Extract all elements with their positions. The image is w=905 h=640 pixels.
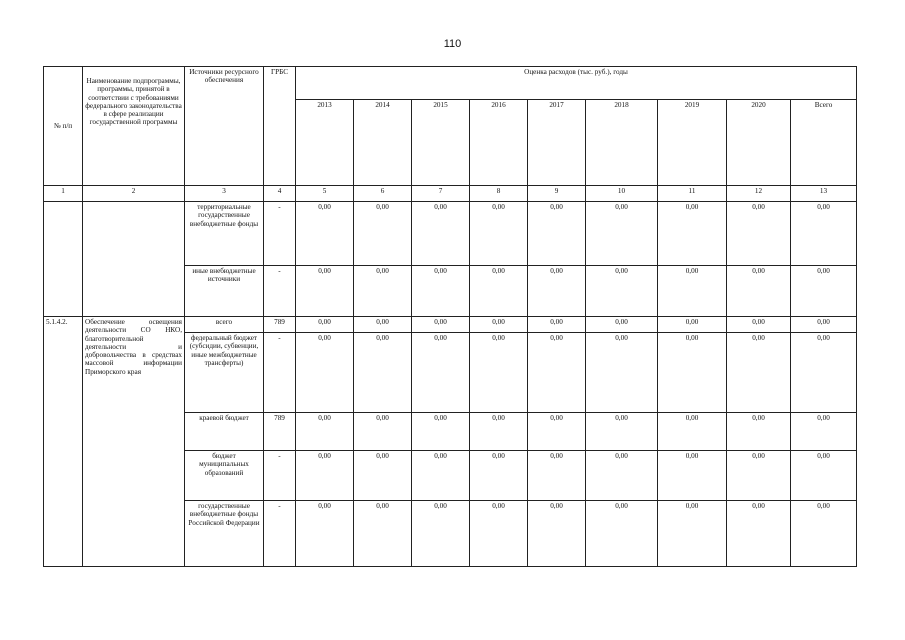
value-cell: 0,00 (791, 202, 857, 266)
header-year: 2014 (354, 100, 412, 186)
value-cell: 0,00 (296, 501, 354, 567)
value-cell: 0,00 (528, 266, 586, 317)
value-cell: 0,00 (791, 266, 857, 317)
header-year-total: Всего (791, 100, 857, 186)
value-cell: 0,00 (528, 501, 586, 567)
value-cell: 0,00 (727, 266, 791, 317)
column-index: 12 (727, 186, 791, 202)
grbs-cell: 789 (264, 317, 296, 333)
header-year: 2019 (658, 100, 727, 186)
value-cell: 0,00 (658, 317, 727, 333)
value-cell: 0,00 (412, 333, 470, 413)
budget-table (43, 66, 857, 567)
value-cell: 0,00 (658, 451, 727, 501)
value-cell: 0,00 (296, 317, 354, 333)
source-cell: федеральный бюджет (субсидии, субвенции, иные межбюджетные трансферты) (185, 333, 264, 413)
table-row (44, 317, 857, 333)
value-cell: 0,00 (528, 202, 586, 266)
value-cell: 0,00 (658, 413, 727, 451)
header-year: 2016 (470, 100, 528, 186)
value-cell: 0,00 (470, 266, 528, 317)
value-cell: 0,00 (727, 317, 791, 333)
grbs-cell: - (264, 333, 296, 413)
value-cell: 0,00 (528, 317, 586, 333)
value-cell: 0,00 (470, 317, 528, 333)
grbs-cell: 789 (264, 413, 296, 451)
source-cell: иные внебюджетные источники (185, 266, 264, 317)
column-index: 2 (83, 186, 185, 202)
value-cell: 0,00 (296, 333, 354, 413)
value-cell: 0,00 (412, 413, 470, 451)
value-cell: 0,00 (791, 413, 857, 451)
value-cell: 0,00 (658, 501, 727, 567)
value-cell: 0,00 (412, 202, 470, 266)
value-cell: 0,00 (296, 451, 354, 501)
value-cell: 0,00 (470, 202, 528, 266)
value-cell: 0,00 (354, 266, 412, 317)
value-cell: 0,00 (354, 202, 412, 266)
header-grbs: ГРБС (264, 67, 296, 186)
value-cell: 0,00 (791, 501, 857, 567)
value-cell: 0,00 (586, 317, 658, 333)
column-index: 6 (354, 186, 412, 202)
header-year: 2018 (586, 100, 658, 186)
value-cell: 0,00 (296, 413, 354, 451)
header-year: 2020 (727, 100, 791, 186)
value-cell: 0,00 (586, 333, 658, 413)
value-cell: 0,00 (586, 266, 658, 317)
value-cell: 0,00 (658, 266, 727, 317)
source-cell: краевой бюджет (185, 413, 264, 451)
value-cell: 0,00 (727, 413, 791, 451)
value-cell: 0,00 (791, 451, 857, 501)
value-cell: 0,00 (470, 451, 528, 501)
item-name: Обеспечение освещения деятельности СО НКО, благотворительной деятельности и добровольчества в средствах массовой информации Приморского края (83, 317, 185, 567)
table-row (44, 202, 857, 266)
column-index: 8 (470, 186, 528, 202)
value-cell: 0,00 (354, 333, 412, 413)
column-index: 7 (412, 186, 470, 202)
value-cell: 0,00 (470, 333, 528, 413)
value-cell: 0,00 (470, 413, 528, 451)
header-number: № п/п (44, 67, 83, 186)
grbs-cell: - (264, 501, 296, 567)
value-cell: 0,00 (296, 202, 354, 266)
value-cell: 0,00 (412, 451, 470, 501)
value-cell: 0,00 (470, 501, 528, 567)
row-name-empty (83, 202, 185, 317)
header-sources: Источники ресурсного обеспечения (185, 67, 264, 186)
header-expenses: Оценка расходов (тыс. руб.), годы (296, 67, 857, 100)
column-index: 11 (658, 186, 727, 202)
column-index-row (44, 186, 857, 202)
value-cell: 0,00 (658, 333, 727, 413)
column-index: 3 (185, 186, 264, 202)
value-cell: 0,00 (296, 266, 354, 317)
header-year: 2017 (528, 100, 586, 186)
value-cell: 0,00 (412, 266, 470, 317)
value-cell: 0,00 (528, 333, 586, 413)
page-number: 110 (443, 38, 462, 50)
row-number-empty (44, 202, 83, 317)
value-cell: 0,00 (727, 501, 791, 567)
value-cell: 0,00 (658, 202, 727, 266)
value-cell: 0,00 (727, 333, 791, 413)
value-cell: 0,00 (791, 317, 857, 333)
source-cell: всего (185, 317, 264, 333)
value-cell: 0,00 (586, 413, 658, 451)
value-cell: 0,00 (727, 451, 791, 501)
value-cell: 0,00 (586, 501, 658, 567)
value-cell: 0,00 (528, 413, 586, 451)
source-cell: бюджет муниципальных образований (185, 451, 264, 501)
column-index: 1 (44, 186, 83, 202)
header-name: Наименование подпрограммы, программы, принятой в соответствии с требованиями федерального законодательства в сфере реализации государственной программы (83, 67, 185, 186)
grbs-cell: - (264, 266, 296, 317)
value-cell: 0,00 (412, 501, 470, 567)
source-cell: территориальные государственные внебюджетные фонды (185, 202, 264, 266)
value-cell: 0,00 (354, 501, 412, 567)
value-cell: 0,00 (528, 451, 586, 501)
header-year: 2013 (296, 100, 354, 186)
source-cell: государственные внебюджетные фонды Российской Федерации (185, 501, 264, 567)
header-row-top (44, 67, 857, 100)
grbs-cell: - (264, 451, 296, 501)
item-number: 5.1.4.2. (44, 317, 83, 567)
column-index: 5 (296, 186, 354, 202)
column-index: 9 (528, 186, 586, 202)
header-year: 2015 (412, 100, 470, 186)
column-index: 10 (586, 186, 658, 202)
value-cell: 0,00 (354, 317, 412, 333)
value-cell: 0,00 (412, 317, 470, 333)
column-index: 13 (791, 186, 857, 202)
grbs-cell: - (264, 202, 296, 266)
value-cell: 0,00 (727, 202, 791, 266)
value-cell: 0,00 (586, 451, 658, 501)
value-cell: 0,00 (586, 202, 658, 266)
value-cell: 0,00 (354, 413, 412, 451)
value-cell: 0,00 (354, 451, 412, 501)
column-index: 4 (264, 186, 296, 202)
value-cell: 0,00 (791, 333, 857, 413)
